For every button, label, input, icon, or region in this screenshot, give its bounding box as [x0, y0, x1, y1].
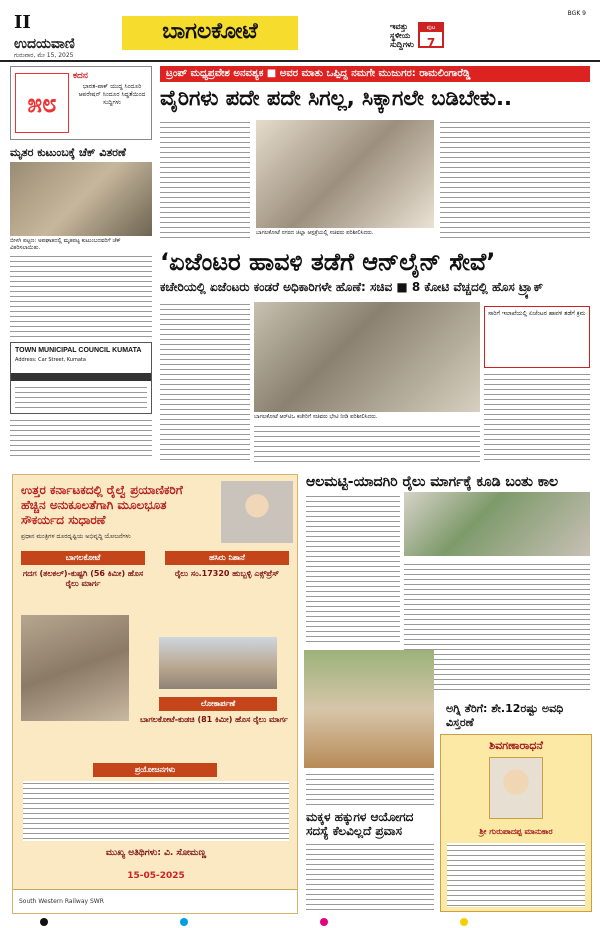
- corner-code: BGK 9: [567, 10, 586, 17]
- ad-footer: South Western Railway SWR: [13, 889, 297, 913]
- top-story-caption: ಬಾಗಲಕೋಟೆ ನಗರದ ಜಿಲ್ಲಾ ಆಸ್ಪತ್ರೆಯಲ್ಲಿ ಸಚಿವರು ಪರಿಶೀಲಿಸಿದರು.: [256, 230, 374, 236]
- registration-marks: [0, 916, 600, 928]
- top-story-photo: [256, 120, 434, 228]
- page-label: ಪುಟ: [420, 24, 442, 32]
- notice-band: [11, 373, 151, 381]
- left-lower-text: [10, 418, 152, 456]
- second-story-quote: ಸಾರಿಗೆ ಇಲಾಖೆಯಲ್ಲಿ ಏಜೆಂಟರ ಹಾವಳಿ ತಡೆಗೆ ಕ್ರಮ: [484, 306, 590, 368]
- ad-line-mid: ಬಾಗಲಕೋಟೆ-ಕುಡಚಿ (81 ಕಿಮೀ) ಹೊಸ ರೈಲು ಮಾರ್ಗ: [140, 715, 288, 724]
- ad-intro: ಪ್ರಧಾನ ಮಂತ್ರಿಗಳ ದೂರದೃಷ್ಟಿಯ ಅಭಿವೃದ್ಧಿ ಯೋಜನೆಗಳು: [21, 533, 131, 540]
- second-story-subhead: ಕಚೇರಿಯಲ್ಲಿ ಏಜೆಂಟರು ಕಂಡರೆ ಅಧಿಕಾರಿಗಳೇ ಹೊಣೆ: ಸಚಿವ ■ 8 ಕೋಟಿ ವೆಚ್ಚದಲ್ಲಿ ಹೊಸ ಟ್ರ್ಯಾಕ್: [160, 280, 544, 294]
- page-number-box: [418, 22, 444, 48]
- child-rights-headline: ಮಕ್ಕಳ ಹಕ್ಕುಗಳ ಆಯೋಗದ ಸದಸ್ಯೆ ಕೆಲವಿಲ್ಲದೆ ಪ್ರವಾಸ: [306, 810, 414, 838]
- municipal-notice: [10, 342, 152, 414]
- ad-guest: ಮುಖ್ಯ ಅತಿಥಿಗಳು: ವಿ. ಸೋಮಣ್ಣ: [105, 848, 207, 858]
- memorial-text: [447, 843, 585, 907]
- notice-body: [15, 385, 147, 411]
- memorial-portrait: [489, 757, 543, 819]
- second-story-headline: ‘ಏಜೆಂಟರ ಹಾವಳಿ ತಡೆಗೆ ಆನ್‌ಲೈನ್ ಸೇವೆ’: [160, 248, 496, 276]
- memorial-heading: ಶಿವಗಣಾರಾಧನೆ: [489, 739, 543, 752]
- ad-label-left: ಬಾಗಲಕೋಟೆ: [21, 551, 145, 565]
- ad-bullet-list: [23, 781, 289, 841]
- rail-story-body: [306, 494, 400, 644]
- rail-story-photo: [404, 492, 590, 556]
- memorial-notice: [440, 734, 592, 912]
- dateline: ಗುರುವಾರ, ಮೇ 15, 2025: [14, 52, 74, 59]
- promo-heading: ಕದನ: [73, 71, 88, 81]
- notice-heading: TOWN MUNICIPAL COUNCIL KUMATA: [15, 347, 142, 354]
- registration-dot: [180, 918, 188, 926]
- left-story-photo: [10, 162, 152, 236]
- registration-dot: [40, 918, 48, 926]
- paper-logo-mark: II: [14, 12, 31, 33]
- left-story-title: ಮೃತರ ಕುಟುಂಬಕ್ಕೆ ಚೆಕ್ ವಿತರಣೆ: [10, 146, 126, 159]
- page-number: 7: [426, 36, 436, 50]
- tax-story-body: [306, 772, 434, 806]
- promo-logo: ೫೮: [15, 73, 69, 133]
- memorial-name: ಶ್ರೀ ಗುರುಪಾದಪ್ಪ ಮಾನುಕಾರ: [479, 827, 553, 836]
- ad-label-right: ಹಸಿರು ನಿಶಾನೆ: [165, 551, 289, 565]
- paper-name: ಉದಯವಾಣಿ: [14, 36, 75, 52]
- ad-label-bullets: ಪ್ರಯೋಜನಗಳು: [93, 763, 217, 777]
- registration-dot: [460, 918, 468, 926]
- rail-story-headline: ಆಲಮಟ್ಟಿ-ಯಾದಗಿರಿ ರೈಲು ಮಾರ್ಗಕ್ಕೆ ಕೂಡಿ ಬಂತು ಕಾಲ: [306, 474, 559, 490]
- ad-rail-photo: [21, 615, 129, 721]
- promo-text: ಭಾರತ-ಪಾಕ್ ಯುದ್ಧ ಸಿಂದೂರಿ ಆಪರೇಷನ್ ಸಿಂದೂರ ಸಿದ್ಧತೆಯಿಂದ ಸುದ್ದಿಗಳು: [78, 83, 146, 106]
- railway-advertisement: [12, 474, 298, 914]
- ad-line-left: ಗದಗ (ತಲಕಲ್)-ಕುಷ್ಟಗಿ (56 ಕಿಮೀ) ಹೊಸ ರೈಲು ಮಾರ್ಗ: [22, 569, 144, 588]
- top-story-headline: ವೈರಿಗಳು ಪದೇ ಪದೇ ಸಿಗಲ್ಲ, ಸಿಕ್ಕಾಗಲೇ ಬಡಿಬೇಕು..: [160, 86, 512, 110]
- ad-station-photo: [159, 637, 277, 689]
- registration-dot: [320, 918, 328, 926]
- second-story-body-right: [484, 372, 590, 462]
- top-story-body-right: [440, 120, 590, 242]
- second-story-body-mid: [254, 424, 480, 462]
- child-rights-body: [306, 842, 434, 912]
- left-column: [10, 66, 152, 456]
- top-story-body-left: [160, 120, 250, 242]
- second-story-photo: [254, 302, 480, 412]
- left-story-caption: ಬೀಳಗಿ ಪಟ್ಟಣ: ಅಪಘಾತದಲ್ಲಿ ಮೃತಪಟ್ಟ ಕುಟುಂಬದವರಿಗೆ ಚೆಕ್ ವಿತರಿಸಲಾಯಿತು.: [10, 238, 121, 251]
- masthead: [0, 0, 600, 62]
- ad-title: ಉತ್ತರ ಕರ್ನಾಟಕದಲ್ಲಿ ರೈಲ್ವೆ ಪ್ರಯಾಣಿಕರಿಗೆ ಹೆಚ್ಚಿನ ಅನುಕೂಲತೆಗಾಗಿ ಮೂಲಭೂತ ಸೌಕರ್ಯದ ಸುಧಾರಣೆ: [21, 483, 183, 527]
- tax-story-headline: ಅಗ್ನಿ ತೆರಿಗೆ: ಶೇ.12ರಷ್ಟು ಅವಧಿ ವಿಸ್ತರಣೆ: [446, 702, 564, 729]
- ad-line-right: ರೈಲು ಸಂ.17320 ಹುಬ್ಬಳ್ಳಿ ಎಕ್ಸ್‌ಪ್ರೆಸ್: [174, 569, 280, 578]
- page-tag: ಇವತ್ತು ಸ್ಥಳೀಯ ಸುದ್ದಿಗಳು: [390, 22, 414, 49]
- ad-label-mid: ಲೋಕಾರ್ಪಣೆ: [159, 697, 277, 711]
- second-story-caption: ಬಾಗಲಕೋಟೆ ಆರ್‌ಟಿಒ ಕಚೇರಿಗೆ ಸಚಿವರು ಭೇಟಿ ನೀಡಿ ಪರಿಶೀಲಿಸಿದರು.: [254, 414, 378, 420]
- left-body-text: [10, 254, 152, 338]
- edition-banner: [122, 16, 298, 50]
- second-story-body-left: [160, 302, 250, 462]
- notice-address: Address: Car Street, Kumata: [15, 357, 86, 363]
- edition-title: ಬಾಗಲಕೋಟೆ: [162, 19, 258, 44]
- promo-box: [10, 66, 152, 140]
- ad-date: 15-05-2025: [127, 871, 185, 881]
- top-story-kicker: ಟ್ರಂಪ್ ಮಧ್ಯಪ್ರವೇಶ ಅನವಶ್ಯಕ ■ ಅವರ ಮಾತು ಒಪ್ಪಿದ್ದ ನಮಗೇ ಮುಜುಗರ: ರಾಮಲಿಂಗಾರೆಡ್ಡಿ: [160, 66, 590, 82]
- festival-photo: [304, 650, 434, 768]
